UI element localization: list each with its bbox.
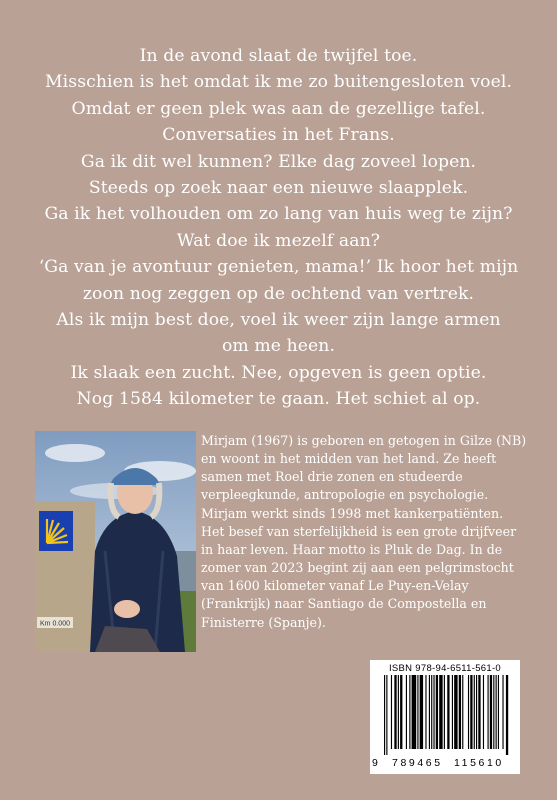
barcode-bar — [425, 675, 426, 749]
blurb-line: Ga ik dit wel kunnen? Elke dag zoveel lopen. — [80, 151, 477, 172]
blurb-line: In de avond slaat de twijfel toe. — [139, 46, 418, 66]
bio-line: (Frankrijk) naar Santiago de Compostella en — [201, 596, 487, 612]
bio-line: zomer van 2023 begint zij aan een pelgrimstocht — [201, 560, 514, 576]
blurb-line: Omdat er geen plek was aan de gezellige tafel. — [71, 98, 486, 119]
blurb-line: om me heen. — [221, 336, 336, 357]
barcode-bar — [454, 675, 457, 749]
blurb-line: zoon nog zeggen op de ochtend van vertrek. — [82, 283, 475, 304]
barcode-bar — [409, 675, 410, 749]
barcode-bar — [386, 675, 387, 755]
barcode-bar — [490, 675, 492, 749]
barcode-bar — [391, 675, 392, 749]
barcode-bar — [498, 675, 499, 749]
hand — [114, 600, 140, 618]
barcode-bar — [394, 675, 396, 749]
barcode-bar — [496, 675, 497, 749]
bio-line: in haar leven. Haar motto is Pluk de Dag. In de — [201, 541, 503, 557]
bio-line: verpleegkunde, antropologie en psychologie. — [201, 487, 489, 503]
barcode-bar — [476, 675, 477, 749]
barcode-bar — [506, 675, 508, 755]
blurb-line: Misschien is het omdat ik me zo buitengesloten voel. — [44, 72, 513, 93]
barcode-bar — [462, 675, 463, 749]
blurb-line: Ga ik het volhouden om zo lang van huis weg te zijn? — [44, 204, 513, 225]
barcode-bar — [474, 675, 475, 749]
barcode-bar — [429, 675, 430, 749]
barcode-bar — [488, 675, 489, 749]
back-cover-blurb — [20, 43, 537, 413]
bio-line: samen met Roel drie zonen en studeerde — [201, 469, 463, 485]
barcode-bar — [493, 675, 494, 749]
isbn-barcode-box — [370, 660, 520, 774]
km-sign-text: Km 0.000 — [40, 620, 70, 628]
barcode-bar — [468, 675, 469, 749]
bio-line: van 1600 kilometer vanaf Le Puy-en-Velay — [201, 578, 469, 594]
bio-line: Het besef van sterfelijkheid is een grote drijfveer — [201, 523, 517, 539]
isbn-label: ISBN 978-94-6511-561-0 — [388, 663, 502, 674]
blurb-line: Als ik mijn best doe, voel ik weer zijn lange armen — [56, 310, 501, 331]
ean-digits-right: 115610 — [454, 757, 504, 769]
barcode-bar — [502, 675, 503, 749]
barcode-bar — [436, 675, 438, 749]
cloud — [45, 444, 105, 462]
bio-line: en woont in het midden van het land. Ze heeft — [201, 451, 497, 467]
barcode-bar — [444, 675, 445, 749]
barcode-bar — [417, 675, 418, 749]
barcode-bar — [439, 675, 442, 749]
camino-shell-tile — [39, 511, 73, 551]
blurb-line: Conversaties in het Frans. — [162, 125, 395, 146]
blurb-line: Steeds op zoek naar een nieuwe slaapplek. — [88, 178, 469, 199]
barcode-bar — [400, 675, 402, 749]
barcode-bar — [406, 675, 407, 749]
barcode-bar — [431, 675, 432, 749]
barcode-bar — [452, 675, 453, 749]
bio-line: Mirjam (1967) is geboren en getogen in Gilze (NB) — [201, 433, 527, 448]
author-photo — [35, 431, 196, 652]
barcode-bar — [470, 675, 472, 749]
barcode-bar — [483, 675, 484, 749]
ean-digit-first: 9 — [372, 757, 378, 769]
barcode-bar — [459, 675, 461, 749]
barcode-bar — [478, 675, 480, 749]
bio-line: Mirjam werkt sinds 1998 met kankerpatiënten. — [201, 505, 504, 521]
blurb-line: Ik slaak een zucht. Nee, opgeven is geen optie. — [70, 362, 487, 383]
author-bio — [201, 432, 541, 632]
bio-line: Finisterre (Spanje). — [201, 614, 326, 630]
barcode-bar — [398, 675, 399, 749]
blurb-line: Nog 1584 kilometer te gaan. Het schiet al op. — [76, 389, 481, 410]
barcode-bar — [384, 675, 385, 755]
barcode-bar — [412, 675, 417, 749]
barcode-bar — [420, 675, 423, 749]
barcode-bars — [374, 675, 516, 755]
barcode-bar — [433, 675, 434, 749]
barcode-bar — [447, 675, 449, 749]
author-photo-illustration — [35, 431, 196, 652]
ean-digits-left: 789465 — [392, 757, 443, 769]
blurb-line: Wat doe ik mezelf aan? — [176, 230, 381, 251]
blurb-line: ‘Ga van je avontuur genieten, mama!’ Ik hoor het mijn — [38, 257, 519, 278]
